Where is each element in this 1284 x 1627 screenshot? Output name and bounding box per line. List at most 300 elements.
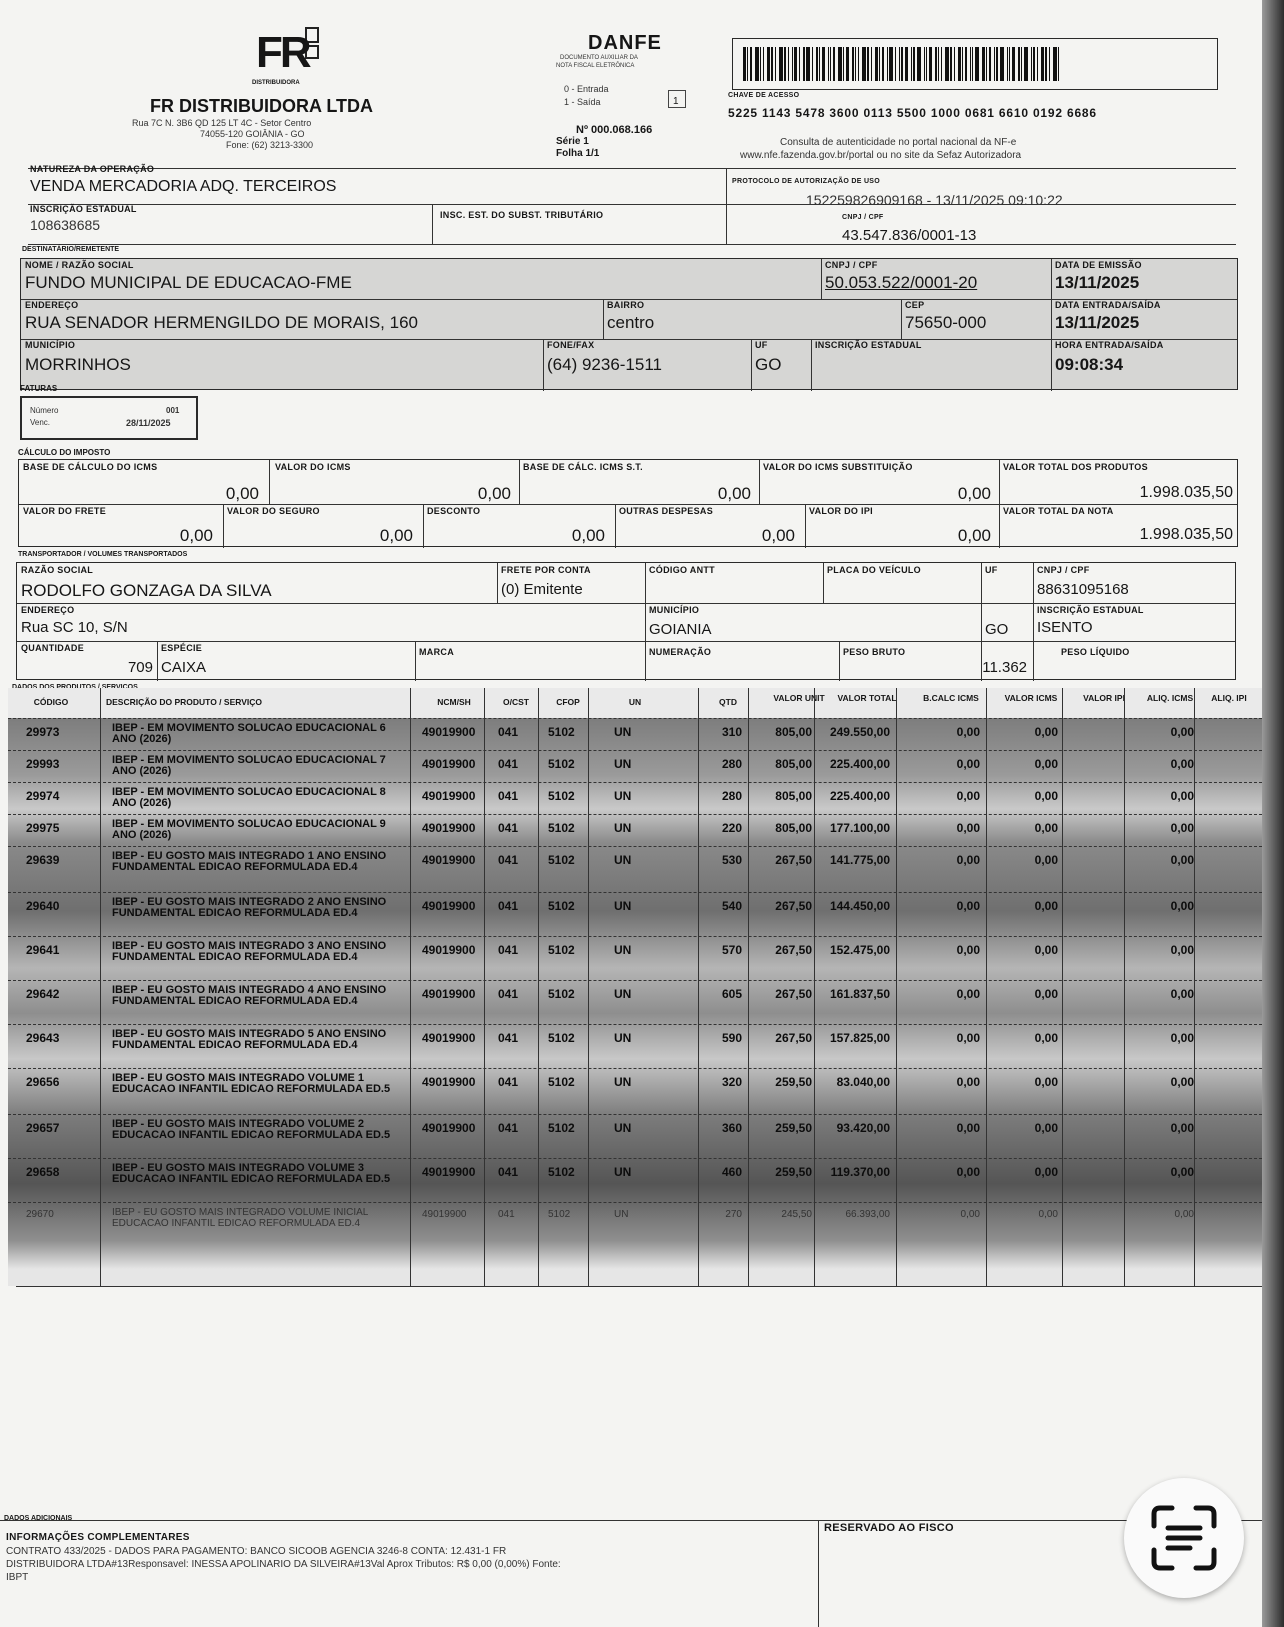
natureza-label: NATUREZA DA OPERAÇÃO [30, 164, 155, 174]
emitter-cnpj-value: 43.547.836/0001-13 [842, 227, 977, 244]
cell-cst: 041 [498, 1165, 519, 1179]
base-st: 0,00 [717, 484, 751, 503]
barcode-bar [962, 47, 963, 81]
barcode-bar [828, 47, 829, 81]
especie-label: ESPÉCIE [161, 643, 203, 653]
barcode-bar [775, 47, 776, 81]
cell-un: UN [614, 821, 632, 835]
cell-bc: 0,00 [956, 1165, 980, 1179]
danfe-subtitle1: DOCUMENTO AUXILIAR DA [560, 55, 638, 61]
cell-un: UN [614, 1165, 632, 1179]
barcode-bar [743, 47, 746, 81]
cell-un: UN [614, 987, 632, 1001]
cell-aliq: 0,00 [1170, 1165, 1194, 1179]
barcode-bar [871, 47, 872, 81]
table-row [8, 892, 1262, 937]
barcode-bar [838, 47, 842, 81]
cell-qtd: 310 [721, 725, 742, 739]
emission-date: 13/11/2025 [1055, 273, 1140, 292]
numeracao-label: NUMERAÇÃO [649, 647, 712, 657]
cell-desc: IBEP - EU GOSTO MAIS INTEGRADO VOLUME 1 EDUCACAO INFANTIL EDICAO REFORMULADA ED.5 [112, 1072, 391, 1095]
cell-total: 83.040,00 [836, 1075, 890, 1089]
table-row [8, 980, 1262, 1025]
cell-qtd: 360 [721, 1121, 742, 1135]
barcode-bar [994, 47, 995, 81]
cell-unit: 245,50 [781, 1209, 812, 1220]
cell-qtd: 280 [721, 757, 742, 771]
cell-cst: 041 [498, 1121, 519, 1135]
cell-ncm: 49019900 [422, 725, 476, 739]
barcode-bar [846, 47, 849, 81]
cell-cst: 041 [498, 1031, 519, 1045]
cell-icms: 0,00 [1034, 789, 1058, 803]
cell-icms: 0,00 [1038, 1209, 1058, 1220]
barcode-bar [887, 47, 888, 81]
cell-ncm: 49019900 [422, 899, 476, 913]
column-divider [748, 688, 749, 1286]
phone-value: (64) 9236-1511 [547, 355, 662, 374]
cell-unit: 259,50 [775, 1165, 812, 1179]
barcode-bar [972, 47, 973, 81]
barcode-bar [911, 47, 912, 81]
cell-unit: 267,50 [775, 987, 812, 1001]
carrier-uf: GO [985, 621, 1009, 638]
col-cfop: CFOP [556, 697, 580, 707]
col-descricao: DESCRIÇÃO DO PRODUTO / SERVIÇO [106, 697, 263, 707]
seguro-value: 0,00 [379, 526, 413, 545]
carrier-city-label: MUNICÍPIO [649, 605, 700, 615]
info-line1: CONTRATO 433/2025 - DADOS PARA PAGAMENTO: BANCO SICOOB AGENCIA 3246-8 CONTA: 12.431-1 FR [6, 1546, 507, 1557]
cell-aliq: 0,00 [1170, 725, 1194, 739]
barcode-bar [1021, 47, 1022, 81]
cell-cst: 041 [498, 987, 519, 1001]
access-key: 5225 1143 5478 3600 0113 5500 1000 0681 6610 0192 6686 [728, 106, 1097, 120]
cep-value: 75650-000 [905, 313, 987, 332]
table-row [8, 814, 1262, 847]
phone-label: FONE/FAX [547, 340, 595, 350]
barcode-bar [1031, 47, 1032, 81]
barcode-bar [812, 47, 813, 81]
cell-qtd: 530 [721, 853, 742, 867]
fatura-number: 001 [166, 406, 180, 415]
barcode-bar [767, 47, 770, 81]
quantity-value: 709 [127, 659, 153, 676]
protocol-label: PROTOCOLO DE AUTORIZAÇÃO DE USO [732, 178, 881, 185]
marca-label: MARCA [419, 647, 454, 657]
table-row [8, 1202, 1262, 1287]
cell-cst: 041 [498, 853, 519, 867]
cell-aliq: 0,00 [1170, 1031, 1194, 1045]
cep-label: CEP [905, 300, 925, 310]
cell-unit: 267,50 [775, 853, 812, 867]
hora-label: HORA ENTRADA/SAÍDA [1055, 340, 1164, 350]
cell-unit: 805,00 [775, 789, 812, 803]
barcode-bar [889, 47, 893, 81]
cell-ncm: 49019900 [422, 789, 476, 803]
cell-total: 249.550,00 [829, 725, 890, 739]
city-value: MORRINHOS [25, 355, 131, 374]
recipient-address-label: ENDEREÇO [25, 300, 79, 310]
cell-qtd: 460 [721, 1165, 742, 1179]
cell-cfop: 5102 [548, 725, 575, 739]
barcode-bar [954, 47, 955, 81]
barcode-bar [755, 47, 759, 81]
barcode-bar [779, 47, 783, 81]
fatura-box [20, 396, 198, 440]
carrier-cnpj-label: CNPJ / CPF [1037, 565, 1090, 575]
barcode-bar [760, 47, 761, 81]
barcode-bar [1037, 47, 1038, 81]
recipient-cnpj: 50.053.522/0001-20 [825, 273, 978, 292]
barcode-bar [905, 47, 908, 81]
additional-section: DADOS ADICIONAIS [4, 1515, 73, 1522]
recipient-box [20, 258, 1238, 390]
cell-bc: 0,00 [956, 757, 980, 771]
col-bc-icms: B.CALC ICMS [923, 693, 979, 703]
cell-ncm: 49019900 [422, 1165, 476, 1179]
icms-st-label: VALOR DO ICMS SUBSTITUIÇÃO [763, 462, 913, 472]
cell-un: UN [614, 943, 632, 957]
barcode-bar [1058, 47, 1059, 81]
protocol-value: 152259826909168 - 13/11/2025 09:10:22 [806, 192, 1063, 208]
cell-unit: 267,50 [775, 943, 812, 957]
cell-qtd: 590 [721, 1031, 742, 1045]
cell-code: 29670 [26, 1209, 54, 1220]
quantity-label: QUANTIDADE [21, 643, 84, 653]
barcode-bar [862, 47, 866, 81]
cell-bc: 0,00 [956, 943, 980, 957]
table-row [8, 782, 1262, 815]
cell-icms: 0,00 [1034, 899, 1058, 913]
barcode-bar [1012, 47, 1015, 81]
cell-bc: 0,00 [956, 789, 980, 803]
cell-un: UN [614, 1031, 632, 1045]
recipient-name: FUNDO MUNICIPAL DE EDUCACAO-FME [25, 273, 352, 292]
barcode-bar [784, 47, 786, 81]
cell-cfop: 5102 [548, 1075, 575, 1089]
cell-code: 29643 [26, 1031, 60, 1045]
danfe-subtitle2: NOTA FISCAL ELETRÔNICA [556, 63, 635, 69]
cell-total: 161.837,50 [829, 987, 890, 1001]
table-row [8, 846, 1262, 893]
cell-icms: 0,00 [1034, 757, 1058, 771]
cell-bc: 0,00 [956, 987, 980, 1001]
cell-cfop: 5102 [548, 987, 575, 1001]
antt-label: CÓDIGO ANTT [649, 565, 715, 575]
emitter-cnpj-label: CNPJ / CPF [842, 214, 884, 221]
barcode-bar [996, 47, 998, 81]
danfe-sheet: Folha 1/1 [556, 148, 600, 159]
carrier-city: GOIANIA [649, 621, 712, 638]
cell-unit: 805,00 [775, 821, 812, 835]
emitter-address1: Rua 7C N. 3B6 QD 125 LT 4C - Setor Centro [132, 118, 312, 128]
cell-desc: IBEP - EM MOVIMENTO SOLUCAO EDUCACIONAL 9 ANO (2026) [112, 818, 386, 841]
transport-section: TRANSPORTADOR / VOLUMES TRANSPORTADOS [18, 551, 188, 558]
col-un: UN [628, 697, 642, 707]
cell-code: 29975 [26, 821, 60, 835]
cell-total: 144.450,00 [829, 899, 890, 913]
barcode-bar [822, 47, 825, 81]
barcode-bar [855, 47, 856, 81]
cell-cst: 041 [498, 943, 519, 957]
barcode-bar [1033, 47, 1035, 81]
base-st-label: BASE DE CÁLC. ICMS S.T. [523, 462, 643, 472]
cell-cst: 041 [498, 1209, 515, 1220]
especie-value: CAIXA [161, 659, 207, 676]
cell-cfop: 5102 [548, 943, 575, 957]
access-key-label: CHAVE DE ACESSO [728, 92, 800, 99]
barcode-bar [788, 47, 789, 81]
barcode-bar [830, 47, 831, 81]
barcode-bar [965, 47, 967, 81]
barcode-bar [975, 47, 979, 81]
valor-icms: 0,00 [477, 484, 511, 503]
base-icms-label: BASE DE CÁLCULO DO ICMS [23, 462, 158, 472]
saida-date: 13/11/2025 [1055, 313, 1140, 332]
city-label: MUNICÍPIO [25, 340, 76, 350]
cell-qtd: 280 [721, 789, 742, 803]
cell-bc: 0,00 [956, 725, 980, 739]
cell-desc: IBEP - EU GOSTO MAIS INTEGRADO 2 ANO ENSINO FUNDAMENTAL EDICAO REFORMULADA ED.4 [112, 896, 387, 919]
column-divider [1062, 688, 1063, 1286]
cell-icms: 0,00 [1034, 943, 1058, 957]
danfe-saida: 1 - Saída [564, 97, 601, 107]
cell-desc: IBEP - EU GOSTO MAIS INTEGRADO 5 ANO ENSINO FUNDAMENTAL EDICAO REFORMULADA ED.4 [112, 1028, 387, 1051]
cell-aliq: 0,00 [1170, 853, 1194, 867]
cell-total: 66.393,00 [845, 1209, 890, 1220]
desconto-value: 0,00 [571, 526, 605, 545]
cell-un: UN [614, 725, 632, 739]
total-products-label: VALOR TOTAL DOS PRODUTOS [1003, 462, 1148, 472]
cell-aliq: 0,00 [1174, 1209, 1194, 1220]
cell-aliq: 0,00 [1170, 899, 1194, 913]
recipient-section: DESTINATÁRIO/REMETENTE [22, 246, 120, 253]
carrier-name: RODOLFO GONZAGA DA SILVA [21, 581, 272, 600]
barcode-bar [901, 47, 903, 81]
ie-label: INSCRIÇÃO ESTADUAL [30, 204, 137, 214]
cell-code: 29639 [26, 853, 60, 867]
faturas-section: FATURAS [20, 384, 58, 393]
column-divider [896, 688, 897, 1286]
info-line3: IBPT [6, 1572, 29, 1583]
carrier-uf-label: UF [985, 565, 998, 575]
info-line2: DISTRIBUIDORA LTDA#13Responsavel: INESSA APOLINARIO DA SILVEIRA#13Val Aprox Tributos: R$ 0,00 (0,00%) Fonte: [6, 1559, 561, 1570]
barcode-bar [843, 47, 844, 81]
barcode-bar [1049, 47, 1050, 81]
outras-label: OUTRAS DESPESAS [619, 506, 714, 516]
barcode-bar [819, 47, 820, 81]
cell-un: UN [614, 1121, 632, 1135]
barcode-bar [982, 47, 985, 81]
cell-cfop: 5102 [548, 821, 575, 835]
total-nota-label: VALOR TOTAL DA NOTA [1003, 506, 1114, 516]
recipient-cnpj-label: CNPJ / CPF [825, 260, 878, 270]
barcode-bar [879, 47, 880, 81]
barcode-bar [882, 47, 884, 81]
frete-conta-label: FRETE POR CONTA [501, 565, 591, 575]
logo-subtext: DISTRIBUIDORA [252, 80, 300, 86]
barcode-bar [750, 47, 752, 81]
total-products: 1.998.035,50 [1139, 484, 1233, 501]
danfe-type-box [668, 90, 686, 108]
consulta-line1: Consulta de autenticidade no portal nacional da NF-e [780, 137, 1017, 148]
cell-aliq: 0,00 [1170, 1075, 1194, 1089]
column-divider [588, 688, 589, 1286]
frete-conta: (0) Emitente [501, 581, 583, 598]
fatura-number-label: Número [30, 406, 59, 415]
cell-un: UN [614, 757, 632, 771]
carrier-address-label: ENDEREÇO [21, 605, 75, 615]
seguro-label: VALOR DO SEGURO [227, 506, 320, 516]
icms-st: 0,00 [957, 484, 991, 503]
barcode-bar [958, 47, 961, 81]
cell-desc: IBEP - EU GOSTO MAIS INTEGRADO VOLUME INICIAL EDUCACAO INFANTIL EDICAO REFORMULADA ED.4 [112, 1207, 368, 1229]
cell-qtd: 320 [721, 1075, 742, 1089]
barcode-bar [938, 47, 939, 81]
barcode-bar [986, 47, 987, 81]
cell-cst: 041 [498, 757, 519, 771]
cell-code: 29658 [26, 1165, 60, 1179]
cell-unit: 259,50 [775, 1121, 812, 1135]
column-divider [1124, 688, 1125, 1286]
carrier-cnpj: 88631095168 [1037, 581, 1129, 598]
cell-code: 29993 [26, 757, 60, 771]
emitter-phone: Fone: (62) 3213-3300 [226, 140, 314, 150]
cell-total: 225.400,00 [829, 757, 890, 771]
tax-section: CÁLCULO DO IMPOSTO [18, 448, 111, 457]
danfe-series: Série 1 [556, 136, 589, 147]
col-aliq-icms: ALIQ. ICMS [1146, 693, 1194, 703]
barcode-bar [833, 47, 835, 81]
cell-desc: IBEP - EM MOVIMENTO SOLUCAO EDUCACIONAL 7 ANO (2026) [112, 754, 386, 777]
cell-qtd: 570 [721, 943, 742, 957]
cell-unit: 267,50 [775, 1031, 812, 1045]
cell-code: 29642 [26, 987, 60, 1001]
barcode-bar [924, 47, 925, 81]
ipi-label: VALOR DO IPI [809, 506, 873, 516]
barcode-bar [989, 47, 991, 81]
ipi-value: 0,00 [957, 526, 991, 545]
cell-ncm: 49019900 [422, 987, 476, 1001]
barcode-bar [799, 47, 800, 81]
cell-desc: IBEP - EU GOSTO MAIS INTEGRADO 1 ANO ENSINO FUNDAMENTAL EDICAO REFORMULADA ED.4 [112, 850, 387, 873]
cell-cfop: 5102 [548, 1031, 575, 1045]
cell-ncm: 49019900 [422, 1121, 476, 1135]
cell-code: 29640 [26, 899, 60, 913]
cell-aliq: 0,00 [1170, 789, 1194, 803]
barcode-bar [875, 47, 878, 81]
scan-text-button[interactable] [1124, 1478, 1244, 1598]
paper-edge-shadow [1262, 0, 1284, 1627]
valor-icms-label: VALOR DO ICMS [275, 462, 351, 472]
cell-ncm: 49019900 [422, 757, 476, 771]
cell-cfop: 5102 [548, 1165, 575, 1179]
emitter-name: FR DISTRIBUIDORA LTDA [150, 96, 373, 116]
table-row [8, 936, 1262, 981]
col-aliq-ipi: ALIQ. IPI [1211, 693, 1247, 703]
peso-liquido-label: PESO LÍQUIDO [1061, 647, 1130, 657]
cell-desc: IBEP - EU GOSTO MAIS INTEGRADO 3 ANO ENSINO FUNDAMENTAL EDICAO REFORMULADA ED.4 [112, 940, 387, 963]
col-ncm: NCM/SH [437, 697, 471, 707]
barcode-bar [1053, 47, 1057, 81]
column-divider [698, 688, 699, 1286]
cell-total: 93.420,00 [836, 1121, 890, 1135]
cell-total: 157.825,00 [829, 1031, 890, 1045]
barcode-bar [970, 47, 971, 81]
barcode-bar [858, 47, 859, 81]
cell-icms: 0,00 [1034, 725, 1058, 739]
barcode-bar [1045, 47, 1047, 81]
barcode-bar [1041, 47, 1044, 81]
cell-ncm: 49019900 [422, 1209, 467, 1220]
ie-st-label: INSC. EST. DO SUBST. TRIBUTÁRIO [440, 210, 604, 220]
cell-cfop: 5102 [548, 789, 575, 803]
cell-bc: 0,00 [960, 1209, 980, 1220]
barcode-bar [1000, 47, 1004, 81]
barcode-bar [792, 47, 793, 81]
col-valor-unit: VALOR UNIT [773, 693, 825, 703]
cell-bc: 0,00 [956, 853, 980, 867]
cell-cst: 041 [498, 899, 519, 913]
table-row [8, 1024, 1262, 1069]
cell-unit: 805,00 [775, 725, 812, 739]
barcode-bar [895, 47, 896, 81]
danfe-number: Nº 000.068.166 [576, 124, 653, 136]
cell-aliq: 0,00 [1170, 757, 1194, 771]
recipient-address: RUA SENADOR HERMENGILDO DE MORAIS, 160 [25, 313, 418, 332]
barcode-bar [763, 47, 764, 81]
cell-aliq: 0,00 [1170, 1121, 1194, 1135]
barcode-bar [935, 47, 937, 81]
barcode-bar [816, 47, 818, 81]
peso-bruto: 11.362 [982, 659, 1027, 676]
cell-icms: 0,00 [1034, 1031, 1058, 1045]
cell-code: 29657 [26, 1121, 60, 1135]
fatura-venc-label: Venc. [30, 418, 51, 427]
col-codigo: CÓDIGO [33, 697, 69, 707]
cell-cst: 041 [498, 725, 519, 739]
barcode-bar [1009, 47, 1010, 81]
cell-cfop: 5102 [548, 853, 575, 867]
cell-unit: 267,50 [775, 899, 812, 913]
cell-ncm: 49019900 [422, 853, 476, 867]
cell-aliq: 0,00 [1170, 987, 1194, 1001]
cell-ncm: 49019900 [422, 1031, 476, 1045]
cell-total: 152.475,00 [829, 943, 890, 957]
recipient-name-label: NOME / RAZÃO SOCIAL [25, 260, 134, 270]
cell-code: 29656 [26, 1075, 60, 1089]
cell-bc: 0,00 [956, 899, 980, 913]
bairro-label: BAIRRO [607, 300, 645, 310]
cell-un: UN [614, 899, 632, 913]
carrier-ie: ISENTO [1037, 619, 1093, 636]
cell-bc: 0,00 [956, 821, 980, 835]
barcode-bar [941, 47, 942, 81]
danfe-entrada: 0 - Entrada [564, 84, 609, 94]
cell-ncm: 49019900 [422, 821, 476, 835]
column-divider [814, 688, 815, 1286]
column-divider [1194, 688, 1195, 1286]
saida-date-label: DATA ENTRADA/SAÍDA [1055, 300, 1161, 310]
uf-value: GO [755, 355, 782, 374]
cell-bc: 0,00 [956, 1075, 980, 1089]
cell-code: 29974 [26, 789, 60, 803]
cell-bc: 0,00 [956, 1031, 980, 1045]
table-row [8, 1158, 1262, 1203]
cell-cst: 041 [498, 789, 519, 803]
transport-box [16, 562, 1236, 680]
barcode-bar [950, 47, 952, 81]
